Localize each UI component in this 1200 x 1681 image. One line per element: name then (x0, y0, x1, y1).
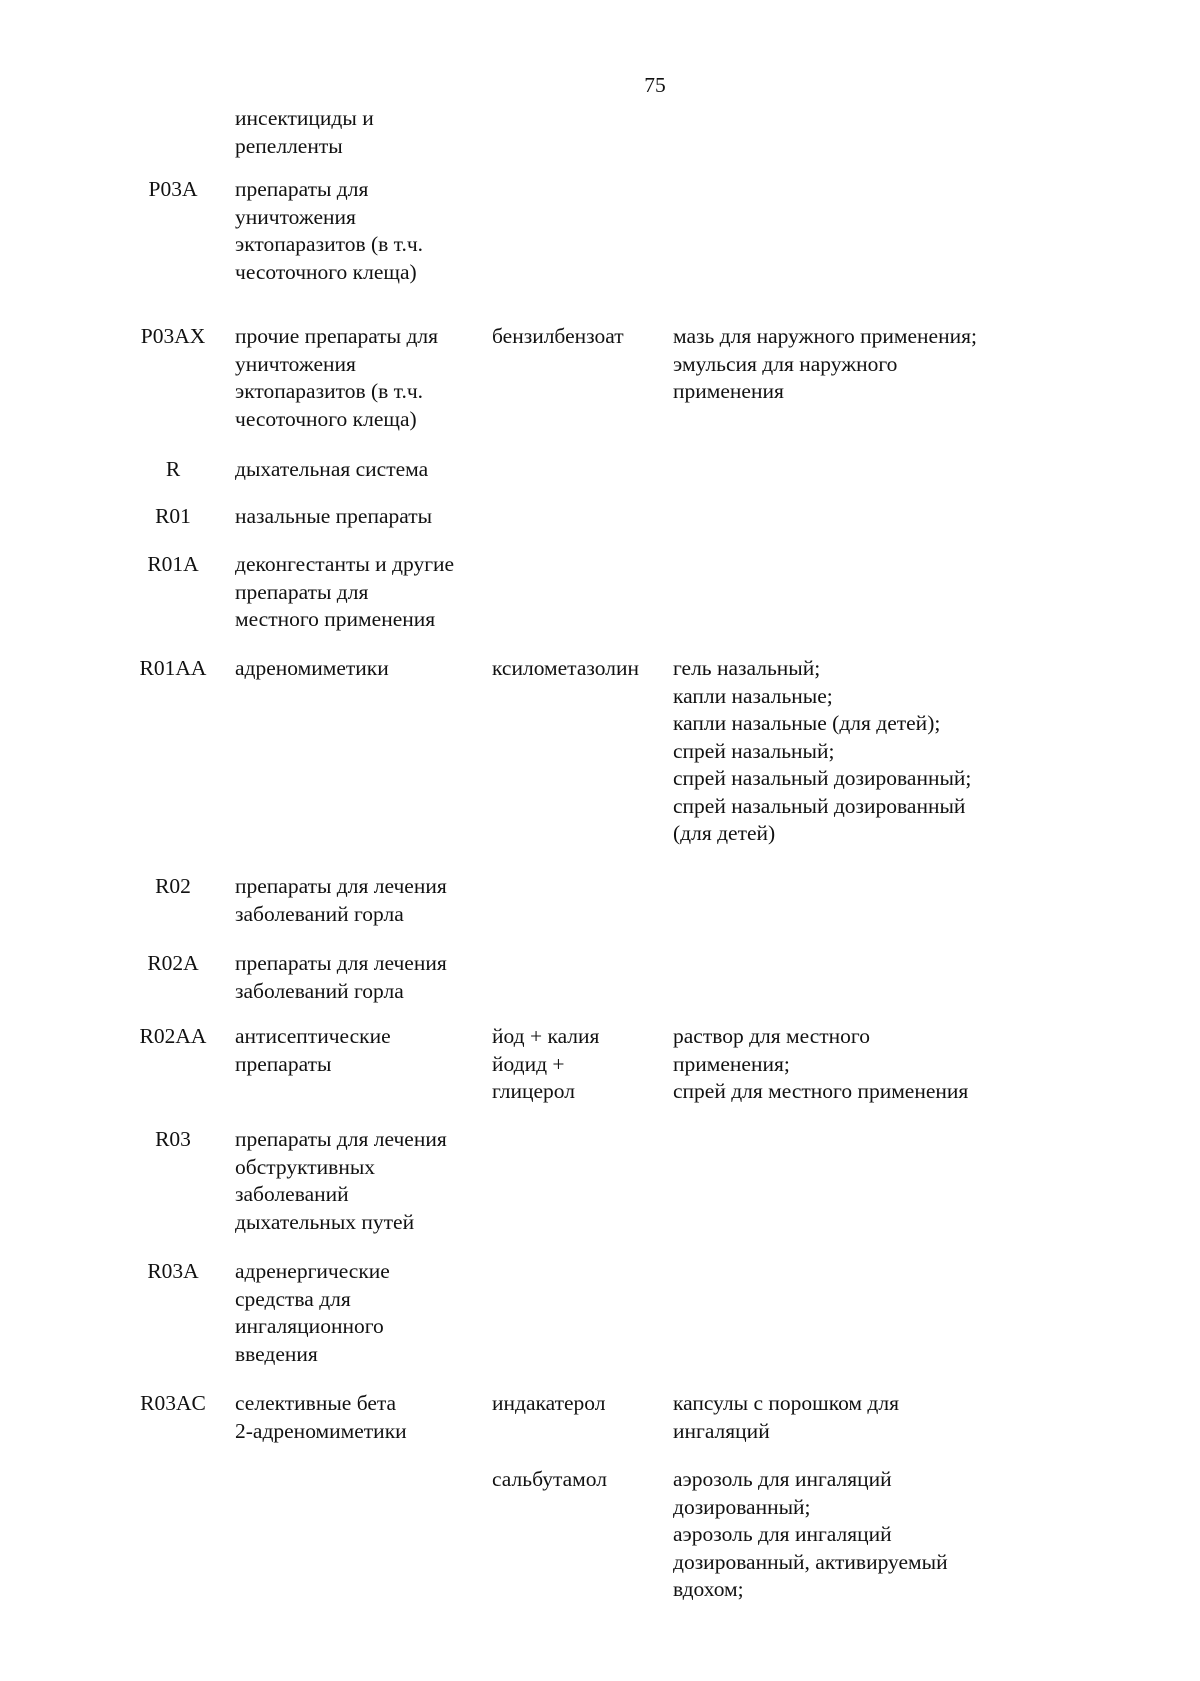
dosage-form (673, 1466, 1053, 1604)
dosage-form-line: вдохом; (673, 1577, 744, 1601)
page-number: 75 (644, 73, 666, 97)
group-name-line: уничтожения (235, 204, 356, 229)
atc-code: R03 (155, 1127, 191, 1151)
dosage-form-line: капли назальные; (673, 683, 833, 708)
dosage-form-line: дозированный; (673, 1494, 811, 1519)
group-name-line: средства для (235, 1286, 351, 1311)
group-name (235, 1126, 505, 1236)
group-name-line: препараты (235, 1051, 332, 1076)
dosage-form-line: (для детей) (673, 821, 776, 845)
group-name-line: 2-адреномиметики (235, 1418, 407, 1443)
group-name-line: местного применения (235, 607, 436, 631)
group-name (235, 323, 505, 433)
dosage-form-line: спрей назальный дозированный (673, 793, 966, 818)
drug-name (492, 323, 672, 351)
dosage-form-line: аэрозоль для ингаляций (673, 1467, 892, 1491)
group-name (235, 456, 505, 484)
group-name-line: дыхательная система (235, 457, 429, 481)
group-name-line: назальные препараты (235, 504, 433, 528)
group-name-line: препараты для лечения (235, 951, 447, 975)
atc-code: R01AA (139, 656, 207, 680)
group-name-line: адреномиметики (235, 656, 389, 680)
group-name-line: антисептические (235, 1024, 391, 1048)
group-name-line: адренергические (235, 1259, 390, 1283)
group-name (235, 176, 505, 286)
atc-code: R02A (147, 951, 199, 975)
group-name-line: заболеваний горла (235, 978, 404, 1003)
group-name-line: препараты для лечения (235, 1127, 447, 1151)
drug-name (492, 655, 672, 683)
dosage-form-line: капли назальные (для детей); (673, 711, 941, 735)
dosage-form-line: спрей для местного применения (673, 1079, 969, 1103)
group-name-line: заболеваний горла (235, 901, 404, 926)
group-name (235, 873, 505, 928)
dosage-form-line: эмульсия для наружного (673, 351, 898, 376)
group-name-line: репелленты (235, 133, 343, 158)
group-name-line: селективные бета (235, 1391, 397, 1415)
group-name-line: чесоточного клеща) (235, 259, 417, 284)
group-name (235, 105, 505, 160)
group-name-line: ингаляционного (235, 1314, 384, 1338)
atc-code: R02 (155, 874, 191, 898)
group-name-line: заболеваний (235, 1182, 349, 1206)
group-name-line: обструктивных (235, 1154, 376, 1179)
drug-name (492, 1466, 672, 1494)
group-name-line: уничтожения (235, 351, 356, 376)
drug-name-line: бензилбензоат (492, 324, 624, 348)
atc-code: R03AC (140, 1391, 206, 1415)
group-name-line: деконгестанты и другие (235, 552, 455, 576)
group-name-line: эктопаразитов (в т.ч. (235, 232, 424, 256)
group-name-line: чесоточного клеща) (235, 406, 417, 431)
atc-code: P03A (148, 177, 198, 201)
atc-code: R03A (147, 1259, 199, 1283)
dosage-form (673, 1023, 1053, 1106)
atc-code: P03AX (140, 324, 206, 348)
dosage-form-line: ингаляций (673, 1418, 770, 1443)
group-name-line: дыхательных путей (235, 1209, 415, 1234)
group-name (235, 655, 505, 683)
dosage-form-line: применения (673, 379, 784, 403)
atc-code: R01A (147, 552, 199, 576)
dosage-form (673, 1390, 1053, 1445)
group-name-line: прочие препараты для (235, 324, 439, 348)
drug-name (492, 1390, 672, 1418)
group-name-line: препараты для лечения (235, 874, 447, 898)
dosage-form-line: аэрозоль для ингаляций (673, 1522, 892, 1546)
dosage-form-line: применения; (673, 1051, 790, 1076)
group-name (235, 503, 505, 531)
drug-name (492, 1023, 672, 1106)
drug-name-line: йодид + (492, 1051, 565, 1076)
drug-name-line: ксилометазолин (492, 656, 639, 680)
dosage-form (673, 323, 1053, 406)
group-name (235, 551, 505, 634)
group-name-line: препараты для (235, 177, 369, 201)
group-name-line: инсектициды и (235, 106, 374, 130)
drug-name-line: глицерол (492, 1079, 575, 1103)
dosage-form-line: спрей назальный; (673, 738, 835, 763)
dosage-form-line: капсулы с порошком для (673, 1391, 899, 1415)
atc-code: R01 (155, 504, 191, 528)
drug-name-line: индакатерол (492, 1391, 606, 1415)
dosage-form-line: дозированный, активируемый (673, 1549, 948, 1574)
dosage-form-line: гель назальный; (673, 656, 821, 680)
group-name-line: эктопаразитов (в т.ч. (235, 379, 424, 403)
group-name-line: введения (235, 1341, 318, 1366)
dosage-form-line: раствор для местного (673, 1024, 870, 1048)
group-name-line: препараты для (235, 579, 369, 604)
drug-name-line: сальбутамол (492, 1467, 607, 1491)
group-name (235, 950, 505, 1005)
drug-name-line: йод + калия (492, 1024, 600, 1048)
dosage-form-line: мазь для наружного применения; (673, 324, 977, 348)
group-name (235, 1023, 505, 1078)
atc-code: R02AA (139, 1024, 207, 1048)
dosage-form-line: спрей назальный дозированный; (673, 766, 972, 790)
group-name (235, 1258, 505, 1368)
atc-code: R (165, 457, 181, 481)
dosage-form (673, 655, 1053, 848)
group-name (235, 1390, 505, 1445)
